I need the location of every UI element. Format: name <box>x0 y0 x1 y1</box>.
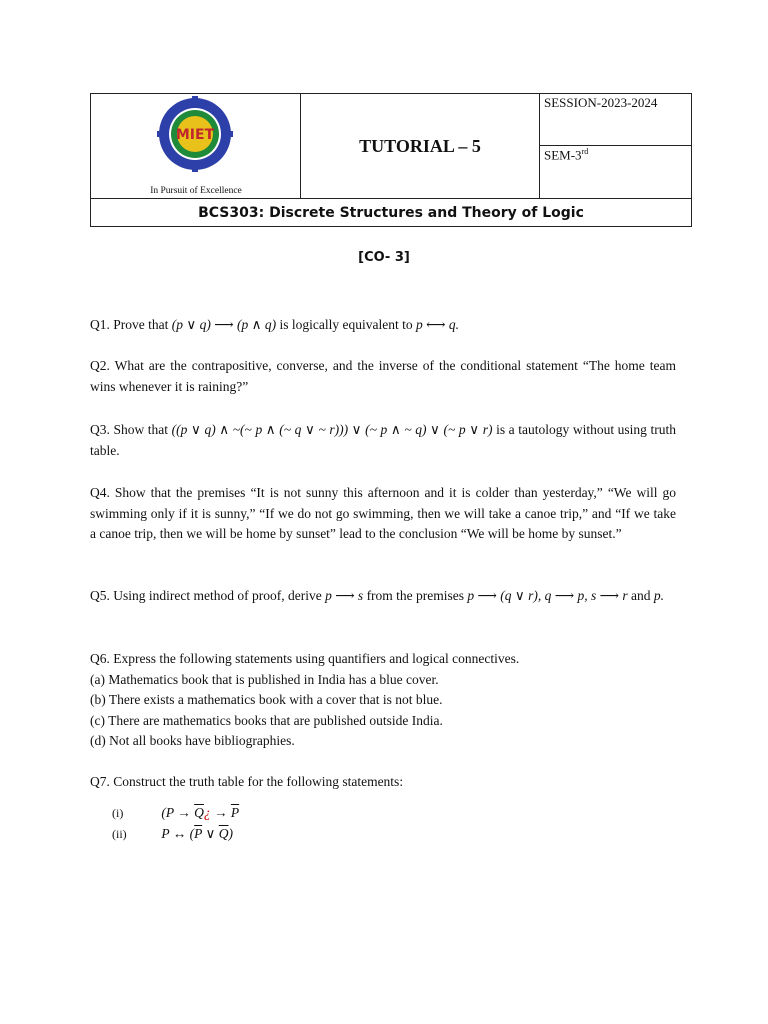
q7-i-part-b: → <box>210 805 231 820</box>
q5-middle-text: from the premises <box>366 588 465 603</box>
q7-ii-mid: ∨ <box>202 826 219 841</box>
q6-item-c: (c) There are mathematics books that are published outside India. <box>90 712 443 728</box>
q7-ii-end: ) <box>228 826 234 841</box>
q7-i-part-a: (P → <box>161 805 195 820</box>
q5-expression-1: p ⟶ s <box>325 588 364 603</box>
question-2: Q2. What are the contrapositive, converse, and the inverse of the conditional statement “The home team wins whenever it is raining?” <box>90 358 676 394</box>
motto: In Pursuit of Excellence <box>150 186 242 196</box>
logo-cell <box>91 94 301 198</box>
question-3 <box>90 420 676 461</box>
semester-label <box>539 146 691 198</box>
institution-logo <box>157 96 233 172</box>
tutorial-title: TUTORIAL – 5 <box>359 135 481 156</box>
semester-suffix: rd <box>581 147 589 156</box>
logo-text: MIET <box>175 127 215 143</box>
q5-and: and <box>631 588 651 603</box>
q6-item-a: (a) Mathematics book that is published in India has a blue cover. <box>90 671 439 687</box>
q6-item-b: (b) There exists a mathematics book with a cover that is not blue. <box>90 692 443 707</box>
q7-ii-q-bar: $\overline{Q}$ <box>218 826 229 841</box>
question-4: Q4. Show that the premises “It is not sunny this afternoon and it is colder than yesterday,” “We will go swimming only if it is sunny,” “If we do not go swimming, then we will take a canoe trip,” and “If we take a canoe trip, then we will be home by sunset” lead to the conclusion “We will be home by sunset.” <box>90 485 676 541</box>
q6-intro: Q6. Express the following statements using quantifiers and logical connectives. <box>90 651 520 666</box>
q3-expression: ((p ∨ q) ∧ ~(~ p ∧ (~ q ∨ ~ r))) ∨ (~ p ∧ ~ q) ∨ (~ p ∨ r) <box>171 422 493 437</box>
course-title: BCS303: Discrete Structures and Theory of Logic <box>91 198 691 226</box>
q1-expression-2: p ⟷ q. <box>415 317 459 332</box>
q5-expression-2: p ⟶ (q ∨ r), q ⟶ p, s ⟶ r <box>467 588 628 603</box>
q7-item-i <box>112 805 239 821</box>
q5-expression-3: p. <box>653 588 664 603</box>
course-outcome-label: [CO- 3] <box>358 250 410 265</box>
q7-ii-p-bar: $\overline{P}$ <box>194 826 203 841</box>
question-6 <box>90 649 676 752</box>
q3-prefix: Q3. Show that <box>90 422 169 437</box>
q7-i-p-bar: $\overline{P}$ <box>230 805 240 820</box>
q5-prefix: Q5. Using indirect method of proof, derive <box>90 588 322 603</box>
q7-item-ii-label: (ii) <box>112 827 127 841</box>
q7-i-glyph: ¿ <box>203 805 211 820</box>
q1-expression-1: (p ∨ q) ⟶ (p ∧ q) <box>171 317 277 332</box>
header-table <box>90 93 692 227</box>
session-label: SESSION-2023-2024 <box>539 94 691 146</box>
q1-prefix: Q1. Prove that <box>90 317 169 332</box>
q7-item-i-expression <box>161 805 239 820</box>
q7-item-ii-expression <box>161 826 233 841</box>
q1-middle-text: is logically equivalent to <box>279 317 413 332</box>
q7-ii-part-a: P ↔ ( <box>161 826 195 841</box>
semester-text: SEM-3 <box>544 147 582 163</box>
question-5 <box>90 586 676 607</box>
q6-item-d: (d) Not all books have bibliographies. <box>90 733 295 748</box>
q7-item-ii <box>112 826 233 842</box>
q7-i-q-bar: $\overline{Q}$ <box>194 805 204 820</box>
q3-suffix: is a tautology without using truth table. <box>90 422 677 458</box>
q7-item-i-label: (i) <box>112 806 124 820</box>
question-7: Q7. Construct the truth table for the following statements: <box>90 774 404 789</box>
question-1 <box>90 315 676 336</box>
